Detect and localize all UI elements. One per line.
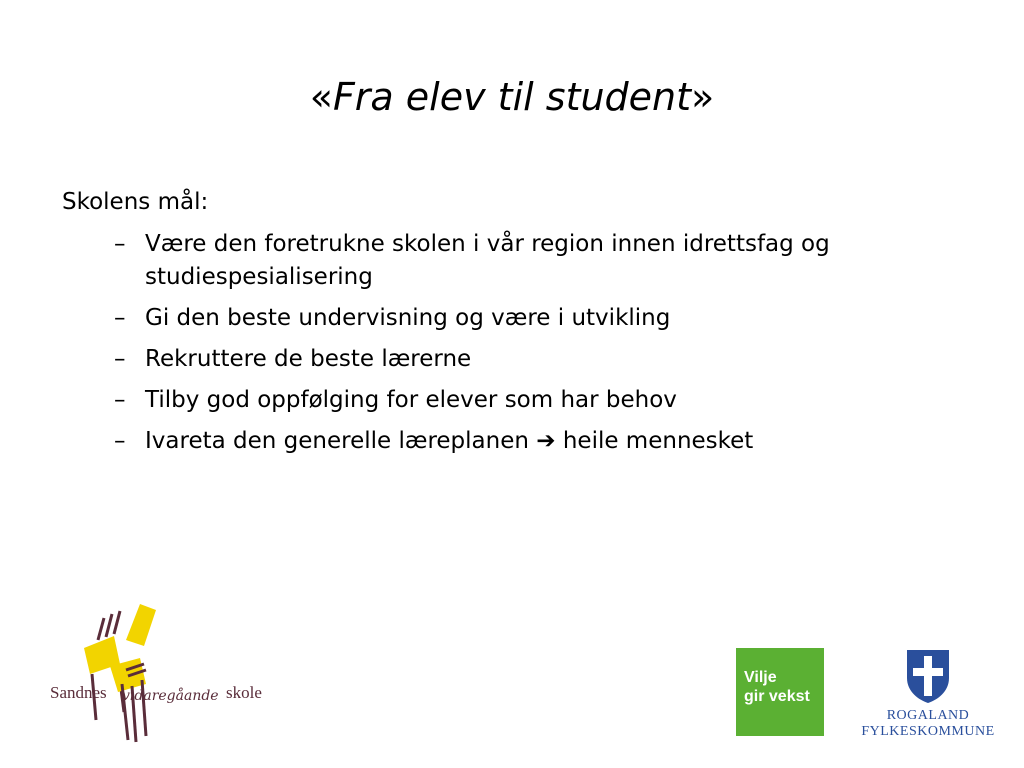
bullet-text: Rekruttere de beste lærerne xyxy=(145,346,472,372)
list-item xyxy=(114,228,934,294)
bullet-text-start: Ivareta den generelle læreplanen xyxy=(145,428,537,454)
vilje-line2: gir vekst xyxy=(744,688,810,705)
county-line2: FYLKESKOMMUNE xyxy=(861,724,995,739)
vilje-line1: Vilje xyxy=(744,669,777,686)
vilje-gir-vekst-logo xyxy=(736,648,824,736)
list-item xyxy=(114,343,934,376)
bullet-dash: – xyxy=(114,231,126,257)
shield-cross-icon xyxy=(905,648,951,704)
title-text: Fra elev til student xyxy=(332,75,692,119)
bullet-text: Tilby god oppfølging for elever som har behov xyxy=(145,387,677,413)
school-logo-word1: Sandnes xyxy=(50,683,107,702)
bullet-dash: – xyxy=(114,387,126,413)
bullet-text: Være den foretrukne skolen i vår region innen idrettsfag og studiespesialisering xyxy=(145,231,830,290)
rogaland-fylkeskommune-logo xyxy=(858,645,998,745)
list-item xyxy=(114,384,934,417)
title-open-quote: « xyxy=(309,75,333,119)
slide-title xyxy=(0,72,1024,122)
list-item xyxy=(114,425,934,458)
bullet-dash: – xyxy=(114,428,126,454)
list-item xyxy=(114,302,934,335)
county-line1: ROGALAND xyxy=(886,708,970,723)
bullet-dash: – xyxy=(114,305,126,331)
intro-text: Skolens mål: xyxy=(62,189,209,215)
title-close-quote: » xyxy=(691,75,715,119)
bullet-dash: – xyxy=(114,346,126,372)
school-logo xyxy=(48,600,270,748)
goals-list xyxy=(114,228,934,466)
school-logo-word3: skole xyxy=(226,683,262,702)
school-logo-word2: vidaregåande xyxy=(122,688,219,704)
bullet-text: Gi den beste undervisning og være i utvikling xyxy=(145,305,671,331)
arrow-right-icon: ➔ xyxy=(536,428,556,454)
bullet-text-end: heile mennesket xyxy=(555,428,754,454)
